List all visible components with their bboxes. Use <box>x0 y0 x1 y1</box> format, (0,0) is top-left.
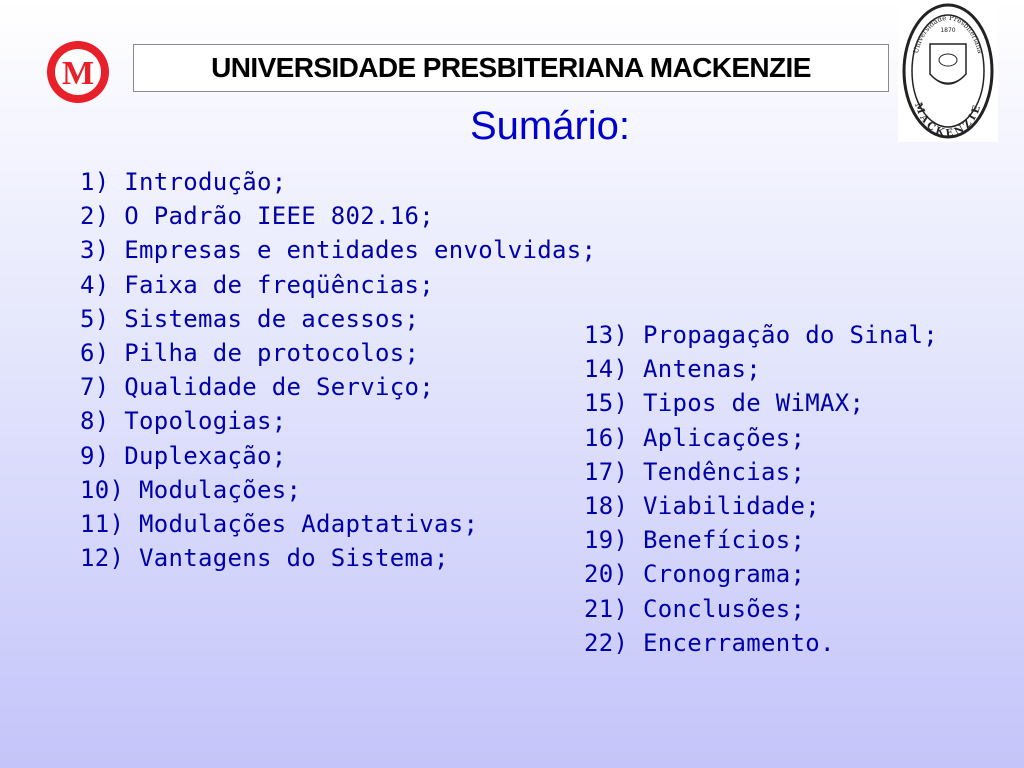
toc-item-11: 11) Modulações Adaptativas; <box>80 509 479 538</box>
toc-item-9: 9) Duplexação; <box>80 441 287 470</box>
toc-right-column <box>584 318 938 660</box>
toc-item-3: 3) Empresas e entidades envolvidas; <box>80 236 597 265</box>
toc-item-4: 4) Faixa de freqüências; <box>80 270 434 299</box>
toc-item-17: 17) Tendências; <box>584 457 806 486</box>
toc-item-7: 7) Qualidade de Serviço; <box>80 373 434 402</box>
toc-item-10: 10) Modulações; <box>80 475 302 504</box>
university-banner <box>133 44 889 92</box>
page-title: Sumário: <box>469 104 631 148</box>
toc-item-22: 22) Encerramento. <box>584 628 835 657</box>
toc-item-13: 13) Propagação do Sinal; <box>584 321 938 349</box>
toc-left-column <box>80 165 596 575</box>
toc-item-6: 6) Pilha de protocolos; <box>80 338 420 367</box>
toc-item-16: 16) Aplicações; <box>584 423 806 452</box>
university-name: UNIVERSIDADE PRESBITERIANA MACKENZIE <box>211 52 811 83</box>
toc-item-1: 1) Introdução; <box>80 168 287 196</box>
toc-item-18: 18) Viabilidade; <box>584 491 820 520</box>
toc-item-20: 20) Cronograma; <box>584 560 806 589</box>
toc-item-5: 5) Sistemas de acessos; <box>80 304 420 333</box>
toc-item-14: 14) Antenas; <box>584 355 761 384</box>
seal-text-top: Universidade Presbiteriana <box>911 13 985 55</box>
toc-item-21: 21) Conclusões; <box>584 594 806 623</box>
toc-item-19: 19) Benefícios; <box>584 526 806 555</box>
toc-item-8: 8) Topologias; <box>80 407 287 436</box>
mackenzie-m-logo <box>44 38 112 106</box>
seal-text-bottom: MACKENZIE <box>911 101 984 140</box>
toc-item-15: 15) Tipos de WiMAX; <box>584 389 865 418</box>
seal-year: 1870 <box>940 27 956 34</box>
logo-letter: M <box>61 55 95 92</box>
toc-item-2: 2) O Padrão IEEE 802.16; <box>80 202 434 231</box>
toc-item-12: 12) Vantagens do Sistema; <box>80 544 449 573</box>
